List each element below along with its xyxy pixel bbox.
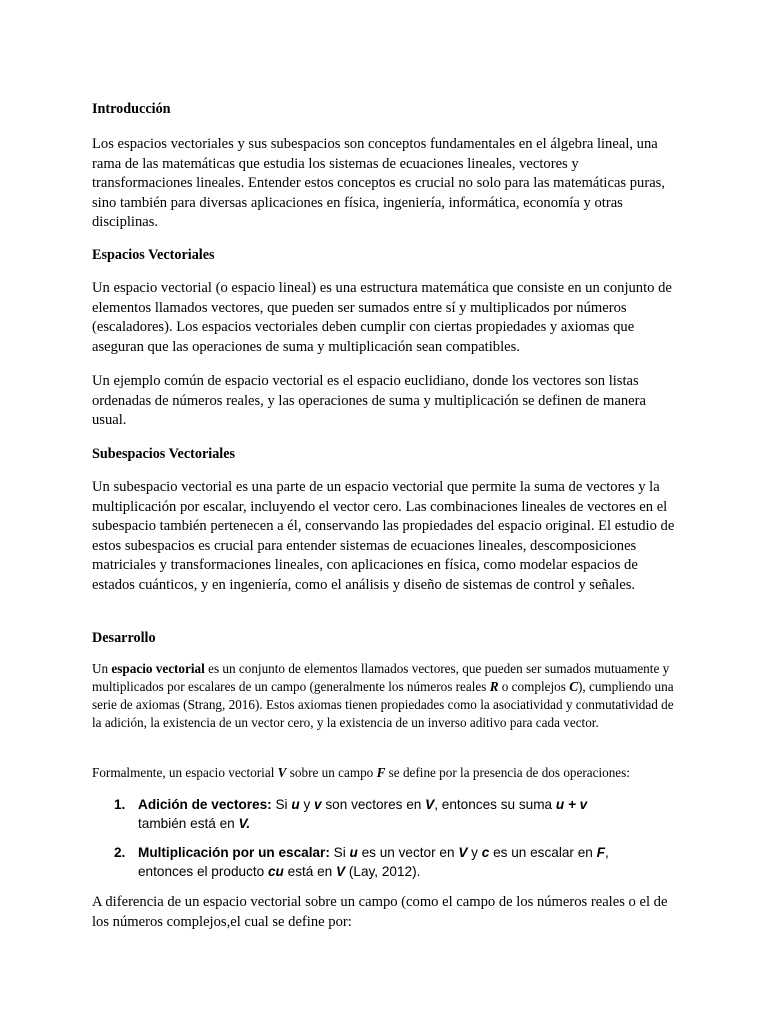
- heading-subespacios-vectoriales: Subespacios Vectoriales: [92, 446, 236, 462]
- symbol-F: F: [376, 765, 386, 780]
- paragraph-subespacios: Un subespacio vectorial es una parte de un espacio vectorial que permite la suma de vectores y la multiplicación por escalar, incluyendo el vector cero. Las combinaciones lineales de vectores en el subespacio también pertenecen a él, conservando las propiedades del espacio original. El estudio de estos subespacios es crucial para entender sistemas de ecuaciones lineales, descomposiciones matriciales y transformaciones lineales, con aplicaciones en física, como modelar espacios de estados cuánticos, y en ingeniería, como el análisis y diseño de sistemas de control y señales.: [92, 479, 675, 593]
- symbol-V: V: [277, 765, 287, 780]
- heading-introduccion: Introducción: [92, 101, 171, 117]
- list-number: 2.: [114, 845, 126, 860]
- paragraph-introduccion: Los espacios vectoriales y sus subespacios son conceptos fundamentales en el álgebra lineal, una rama de las matemáticas que estudia los sistemas de ecuaciones lineales, vectores y transformaciones lineales. Entender estos conceptos es crucial no solo para las matemáticas puras, sino también para diversas aplicaciones en física, ingeniería, informática, economía y otras disciplinas.: [92, 136, 666, 231]
- paragraph-desarrollo-2: Formalmente, un espacio vectorial V sobre un campo F se define por la presencia de dos operaciones:: [92, 765, 630, 780]
- symbol-R: R: [489, 679, 499, 694]
- heading-desarrollo: Desarrollo: [92, 630, 156, 646]
- symbol-C: C: [569, 679, 578, 694]
- term-espacio-vectorial: espacio vectorial: [111, 661, 205, 676]
- paragraph-espacios-1: Un espacio vectorial (o espacio lineal) es una estructura matemática que consiste en un conjunto de elementos llamados vectores, que pueden ser sumados entre sí y multiplicados por números (escaladores). Los espacios vectoriales deben cumplir con ciertas propiedades y axiomas que aseguran que las operaciones de suma y multiplicación sean compatibles.: [92, 280, 672, 355]
- list-item-multiplicacion: 2. Multiplicación por un escalar: Si u es un vector en V y c es un escalar en F, entonces el producto cu está en V (Lay, 2012).: [114, 845, 609, 879]
- paragraph-desarrollo-1: Un espacio vectorial es un conjunto de elementos llamados vectores, que pueden ser sumados mutuamente y multiplicados por escalares de un campo (generalmente los números reales R o complejos C), cumpliendo una serie de axiomas (Strang, 2016). Estos axiomas tienen propiedades como la asociatividad y conmutatividad de la adición, la existencia de un vector cero, y la existencia de un inverso aditivo para cada vector.: [92, 661, 674, 730]
- paragraph-espacios-2: Un ejemplo común de espacio vectorial es el espacio euclidiano, donde los vectores son listas ordenadas de números reales, y las operaciones de suma y multiplicación se definen de manera usual.: [92, 373, 646, 429]
- list-number: 1.: [114, 797, 126, 812]
- heading-espacios-vectoriales: Espacios Vectoriales: [92, 247, 215, 263]
- list-item-adicion: 1. Adición de vectores: Si u y v son vectores en V, entonces su suma u + v también está en V.: [114, 797, 588, 831]
- paragraph-desarrollo-3: A diferencia de un espacio vectorial sobre un campo (como el campo de los números reales o el de los números complejos,el cual se define por:: [92, 894, 668, 930]
